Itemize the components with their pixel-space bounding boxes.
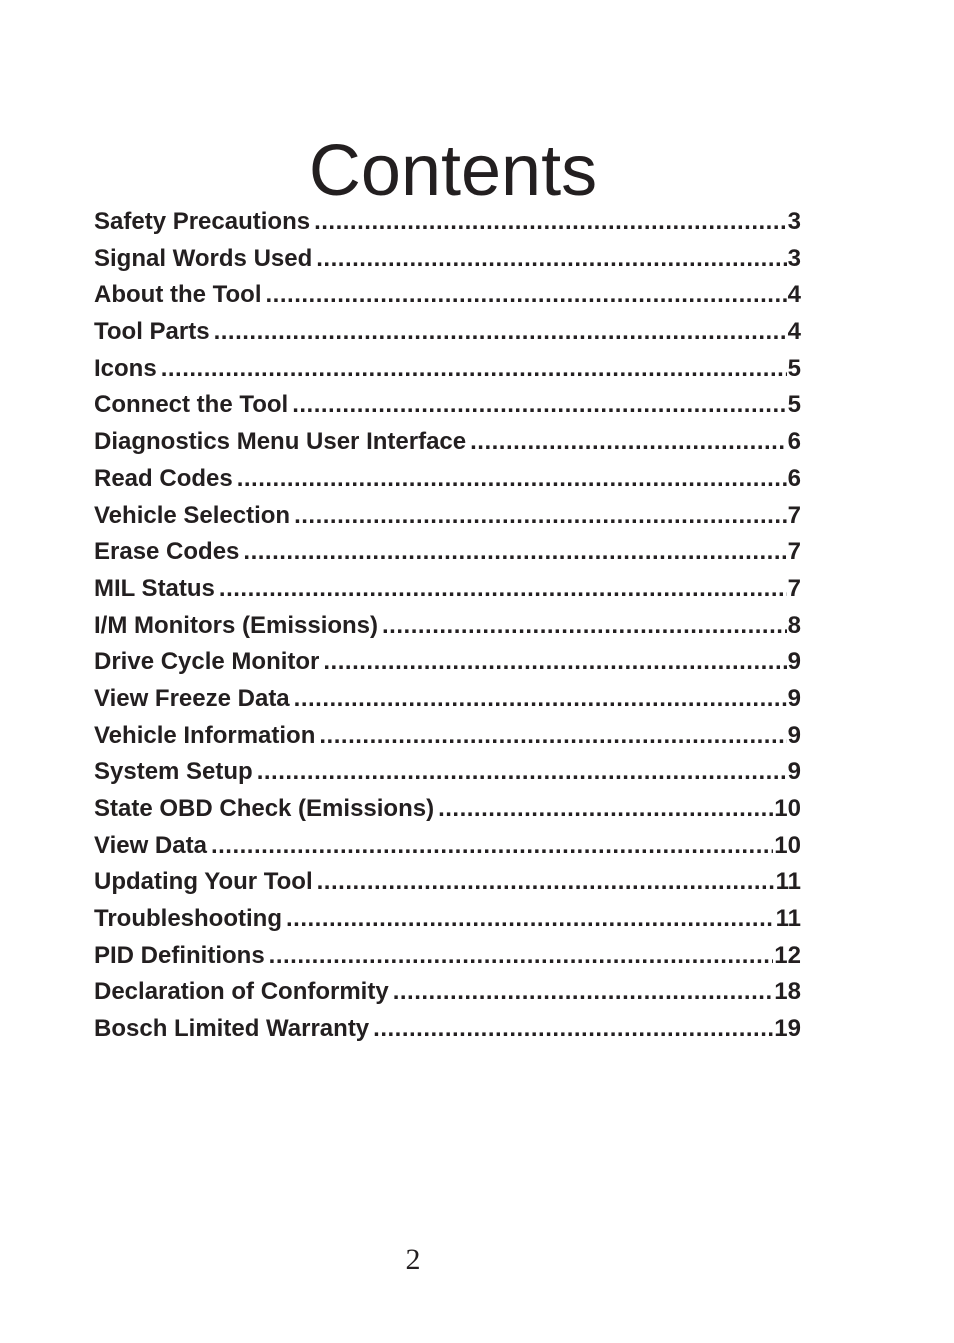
- dot-leader: [286, 901, 775, 938]
- table-of-contents: [94, 204, 801, 1048]
- toc-entry-page: 9: [787, 758, 801, 786]
- toc-entry-page: 5: [787, 354, 801, 382]
- dot-leader: [393, 974, 774, 1011]
- toc-entry-page: 7: [787, 574, 801, 602]
- toc-entry-page: 8: [787, 611, 801, 639]
- toc-entry-page: 4: [787, 281, 801, 309]
- page-title: Contents: [308, 131, 598, 212]
- dot-leader: [294, 681, 787, 718]
- toc-entry-title: About the Tool: [94, 281, 262, 309]
- dot-leader: [214, 314, 787, 351]
- toc-entry-title: Icons: [94, 354, 157, 382]
- dot-leader: [316, 241, 786, 278]
- toc-entry-title: Updating Your Tool: [94, 868, 313, 896]
- toc-entry-tool-parts[interactable]: [94, 314, 801, 351]
- toc-entry-view-data[interactable]: [94, 828, 801, 865]
- toc-entry-page: 10: [774, 831, 801, 859]
- toc-entry-page: 19: [774, 1015, 801, 1043]
- toc-entry-title: View Data: [94, 831, 207, 859]
- toc-entry-page: 12: [774, 941, 801, 969]
- toc-entry-page: 11: [775, 868, 801, 896]
- toc-entry-page: 6: [787, 464, 801, 492]
- toc-entry-page: 6: [787, 428, 801, 456]
- toc-entry-title: State OBD Check (Emissions): [94, 795, 435, 822]
- toc-entry-title: MIL Status: [94, 574, 215, 602]
- toc-entry-diagnostics-menu-user-interface[interactable]: [94, 424, 801, 461]
- toc-entry-erase-codes[interactable]: [94, 534, 801, 571]
- toc-entry-title: Drive Cycle Monitor: [94, 648, 320, 676]
- dot-leader: [382, 608, 787, 645]
- toc-entry-page: 5: [787, 391, 801, 419]
- toc-entry-title: Connect the Tool: [94, 391, 289, 419]
- toc-entry-bosch-limited-warranty[interactable]: [94, 1011, 801, 1048]
- dot-leader: [161, 351, 787, 388]
- dot-leader: [243, 534, 786, 571]
- toc-entry-title: Signal Words Used: [94, 244, 313, 272]
- toc-entry-signal-words-used[interactable]: [94, 241, 801, 278]
- toc-entry-page: 10: [774, 795, 801, 822]
- dot-leader: [319, 718, 786, 755]
- toc-entry-page: 3: [787, 244, 801, 272]
- toc-entry-declaration-of-conformity[interactable]: [94, 974, 801, 1011]
- toc-entry-title: Tool Parts: [94, 318, 210, 346]
- toc-entry-title: Troubleshooting: [94, 905, 282, 933]
- toc-entry-im-monitors[interactable]: [94, 608, 801, 645]
- toc-entry-title: Diagnostics Menu User Interface: [94, 428, 467, 456]
- toc-entry-vehicle-information[interactable]: [94, 718, 801, 755]
- dot-leader: [317, 864, 775, 901]
- toc-entry-connect-the-tool[interactable]: [94, 387, 801, 424]
- toc-entry-page: 18: [774, 978, 801, 1006]
- toc-entry-title: PID Definitions: [94, 941, 265, 969]
- toc-entry-page: 9: [787, 684, 801, 712]
- toc-entry-updating-your-tool[interactable]: [94, 864, 801, 901]
- toc-entry-view-freeze-data[interactable]: [94, 681, 801, 718]
- toc-entry-system-setup[interactable]: [94, 754, 801, 791]
- toc-entry-page: 3: [787, 208, 801, 235]
- dot-leader: [470, 424, 787, 461]
- toc-entry-page: 4: [787, 318, 801, 346]
- dot-leader: [294, 498, 787, 535]
- toc-entry-title: Erase Codes: [94, 538, 240, 566]
- page-number: 2: [405, 1243, 421, 1276]
- toc-entry-title: Bosch Limited Warranty: [94, 1015, 370, 1043]
- toc-entry-title: Read Codes: [94, 464, 233, 492]
- toc-entry-page: 7: [787, 501, 801, 529]
- dot-leader: [438, 791, 773, 828]
- dot-leader: [292, 387, 786, 424]
- toc-entry-title: Vehicle Selection: [94, 501, 291, 529]
- toc-entry-state-obd-check[interactable]: [94, 791, 801, 828]
- toc-entry-page: 9: [787, 648, 801, 676]
- dot-leader: [237, 461, 787, 498]
- toc-entry-page: 9: [787, 721, 801, 749]
- toc-entry-title: I/M Monitors (Emissions): [94, 611, 379, 639]
- dot-leader: [323, 644, 786, 681]
- dot-leader: [266, 277, 787, 314]
- toc-entry-read-codes[interactable]: [94, 461, 801, 498]
- dot-leader: [219, 571, 787, 608]
- toc-entry-title: Vehicle Information: [94, 721, 316, 749]
- toc-entry-vehicle-selection[interactable]: [94, 498, 801, 535]
- toc-entry-about-the-tool[interactable]: [94, 277, 801, 314]
- toc-entry-icons[interactable]: [94, 351, 801, 388]
- toc-entry-mil-status[interactable]: [94, 571, 801, 608]
- dot-leader: [373, 1011, 773, 1048]
- toc-entry-page: 11: [775, 905, 801, 933]
- toc-entry-troubleshooting[interactable]: [94, 901, 801, 938]
- toc-entry-title: Safety Precautions: [94, 208, 311, 235]
- toc-entry-title: Declaration of Conformity: [94, 978, 389, 1006]
- toc-entry-page: 7: [787, 538, 801, 566]
- toc-entry-pid-definitions[interactable]: [94, 938, 801, 975]
- dot-leader: [257, 754, 787, 791]
- toc-entry-title: System Setup: [94, 758, 253, 786]
- toc-entry-safety-precautions[interactable]: [94, 204, 801, 241]
- dot-leader: [314, 204, 787, 241]
- toc-entry-drive-cycle-monitor[interactable]: [94, 644, 801, 681]
- toc-entry-title: View Freeze Data: [94, 684, 290, 712]
- dot-leader: [211, 828, 773, 865]
- dot-leader: [269, 938, 774, 975]
